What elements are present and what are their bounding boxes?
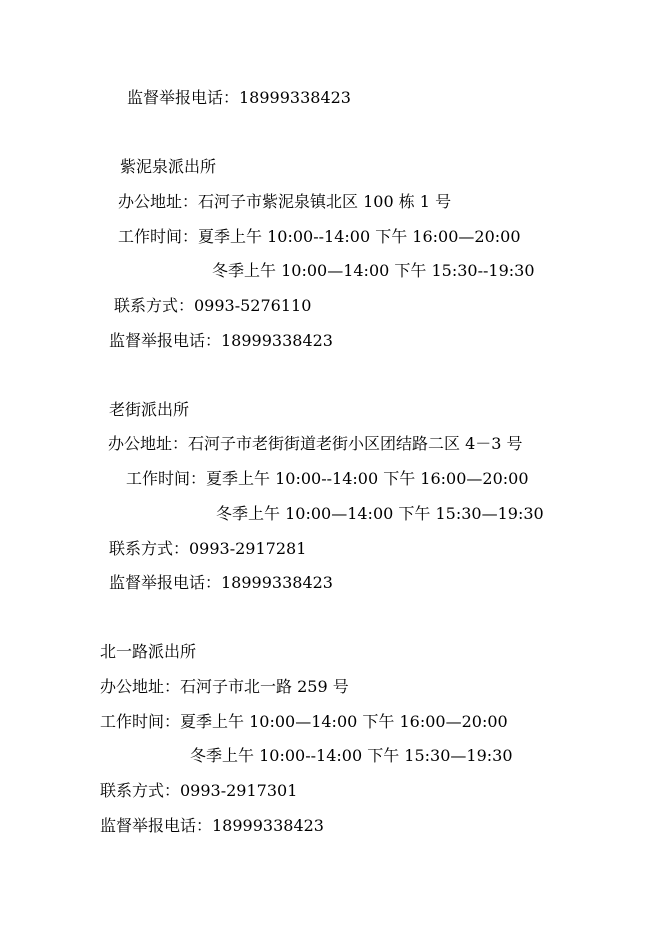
zinequan-hours-summer: 工作时间：夏季上午 10:00--14:00 下午 16:00—20:00: [118, 227, 521, 246]
zinequan-hours-winter: 冬季上午 10:00—14:00 下午 15:30--19:30: [212, 261, 535, 280]
beiyilu-station-name: 北一路派出所: [100, 642, 197, 661]
laojie-hotline: 监督举报电话：18999338423: [109, 573, 333, 592]
top-hotline: 监督举报电话：18999338423: [127, 88, 351, 107]
beiyilu-hours-summer: 工作时间：夏季上午 10:00—14:00 下午 16:00—20:00: [100, 712, 508, 731]
laojie-contact: 联系方式：0993-2917281: [109, 539, 307, 558]
laojie-hours-winter: 冬季上午 10:00—14:00 下午 15:30—19:30: [216, 504, 544, 523]
zinequan-hotline: 监督举报电话：18999338423: [109, 331, 333, 350]
beiyilu-contact: 联系方式：0993-2917301: [100, 781, 298, 800]
beiyilu-address: 办公地址：石河子市北一路 259 号: [100, 677, 349, 696]
laojie-address: 办公地址：石河子市老街街道老街小区团结路二区 4－3 号: [108, 434, 523, 453]
zinequan-contact: 联系方式：0993-5276110: [114, 296, 312, 315]
laojie-hours-summer: 工作时间：夏季上午 10:00--14:00 下午 16:00—20:00: [126, 469, 529, 488]
beiyilu-hours-winter: 冬季上午 10:00--14:00 下午 15:30—19:30: [190, 746, 513, 765]
zinequan-address: 办公地址：石河子市紫泥泉镇北区 100 栋 1 号: [118, 192, 452, 211]
beiyilu-hotline: 监督举报电话：18999338423: [100, 816, 324, 835]
laojie-station-name: 老街派出所: [109, 400, 190, 419]
zinequan-station-name: 紫泥泉派出所: [120, 157, 217, 176]
